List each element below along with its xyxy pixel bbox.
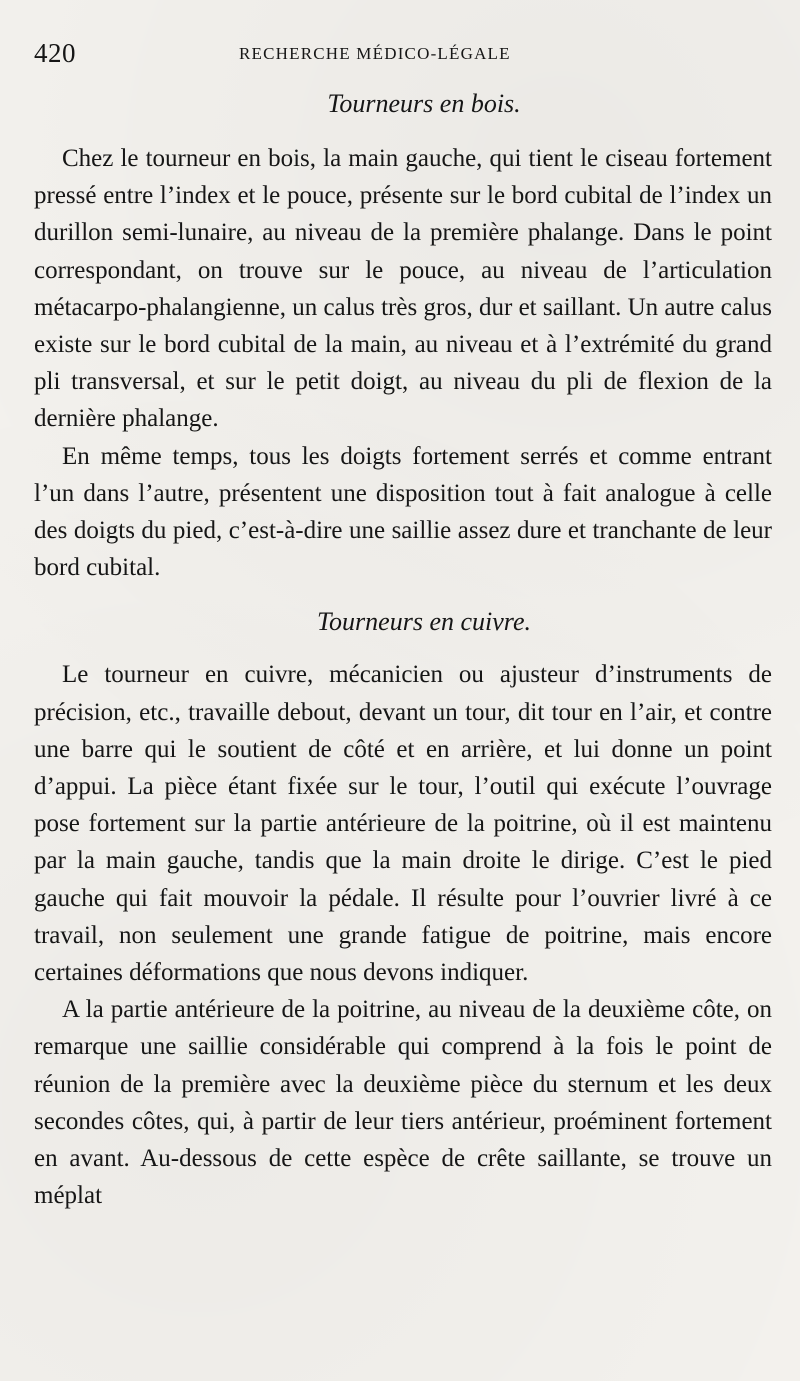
- running-head: RECHERCHE MÉDICO-LÉGALE: [239, 44, 511, 63]
- page-header: [34, 38, 774, 76]
- section-heading-text: Tourneurs en cuivre.: [316, 607, 531, 637]
- section-heading-text: Tourneurs en bois.: [327, 89, 521, 118]
- section-heading: [34, 604, 774, 640]
- page-number: 420: [34, 38, 76, 68]
- paragraph: En même temps, tous les doigts fortement serrés et comme entrant l’un dans l’autre, présentent une disposition tout à fait analogue à celle des doigts du pied, c’est-à-dire une saillie assez dure et tranchante de leur bord cubital.: [34, 442, 772, 582]
- section-tourneurs-en-cuivre: [34, 604, 774, 1214]
- section-tourneurs-en-bois: [34, 86, 774, 586]
- paragraph: A la partie antérieure de la poitrine, au niveau de la deuxième côte, on remarque une saillie considérable qui comprend à la fois le point de réunion de la première avec la deuxième pièce du sternum et les deux secondes côtes, qui, à partir de leur tiers antérieur, proéminent fortement en avant. Au-dessous de cette espèce de crête saillante, se trouve un méplat: [34, 996, 772, 1210]
- section-heading: [34, 86, 774, 122]
- paragraph: Le tourneur en cuivre, mécanicien ou ajusteur d’instruments de précision, etc., travaille debout, devant un tour, dit tour en l’air, et contre une barre qui le soutient de côté et en arrière, et lui donne un point d’appui. La pièce étant fixée sur le tour, l’outil qui exécute l’ouvrage pose fortement sur la partie antérieure de la poitrine, où il est maintenu par la main gauche, tandis que la main droite le dirige. C’est le pied gauche qui fait mouvoir la pédale. Il résulte pour l’ouvrier livré à ce travail, non seulement une grande fatigue de poitrine, mais encore certaines déformations que nous devons indiquer.: [34, 661, 772, 987]
- paragraph: Chez le tourneur en bois, la main gauche, qui tient le ciseau fortement pressé entre l’index et le pouce, présente sur le bord cubital de l’index un durillon semi-lunaire, au niveau de la première phalange. Dans le point correspondant, on trouve sur le pouce, au niveau de l’articulation métacarpo-phalangienne, un calus très gros, dur et saillant. Un autre calus existe sur le bord cubital de la main, au niveau et à l’extrémité du grand pli transversal, et sur le petit doigt, au niveau du pli de flexion de la dernière phalange.: [34, 145, 772, 433]
